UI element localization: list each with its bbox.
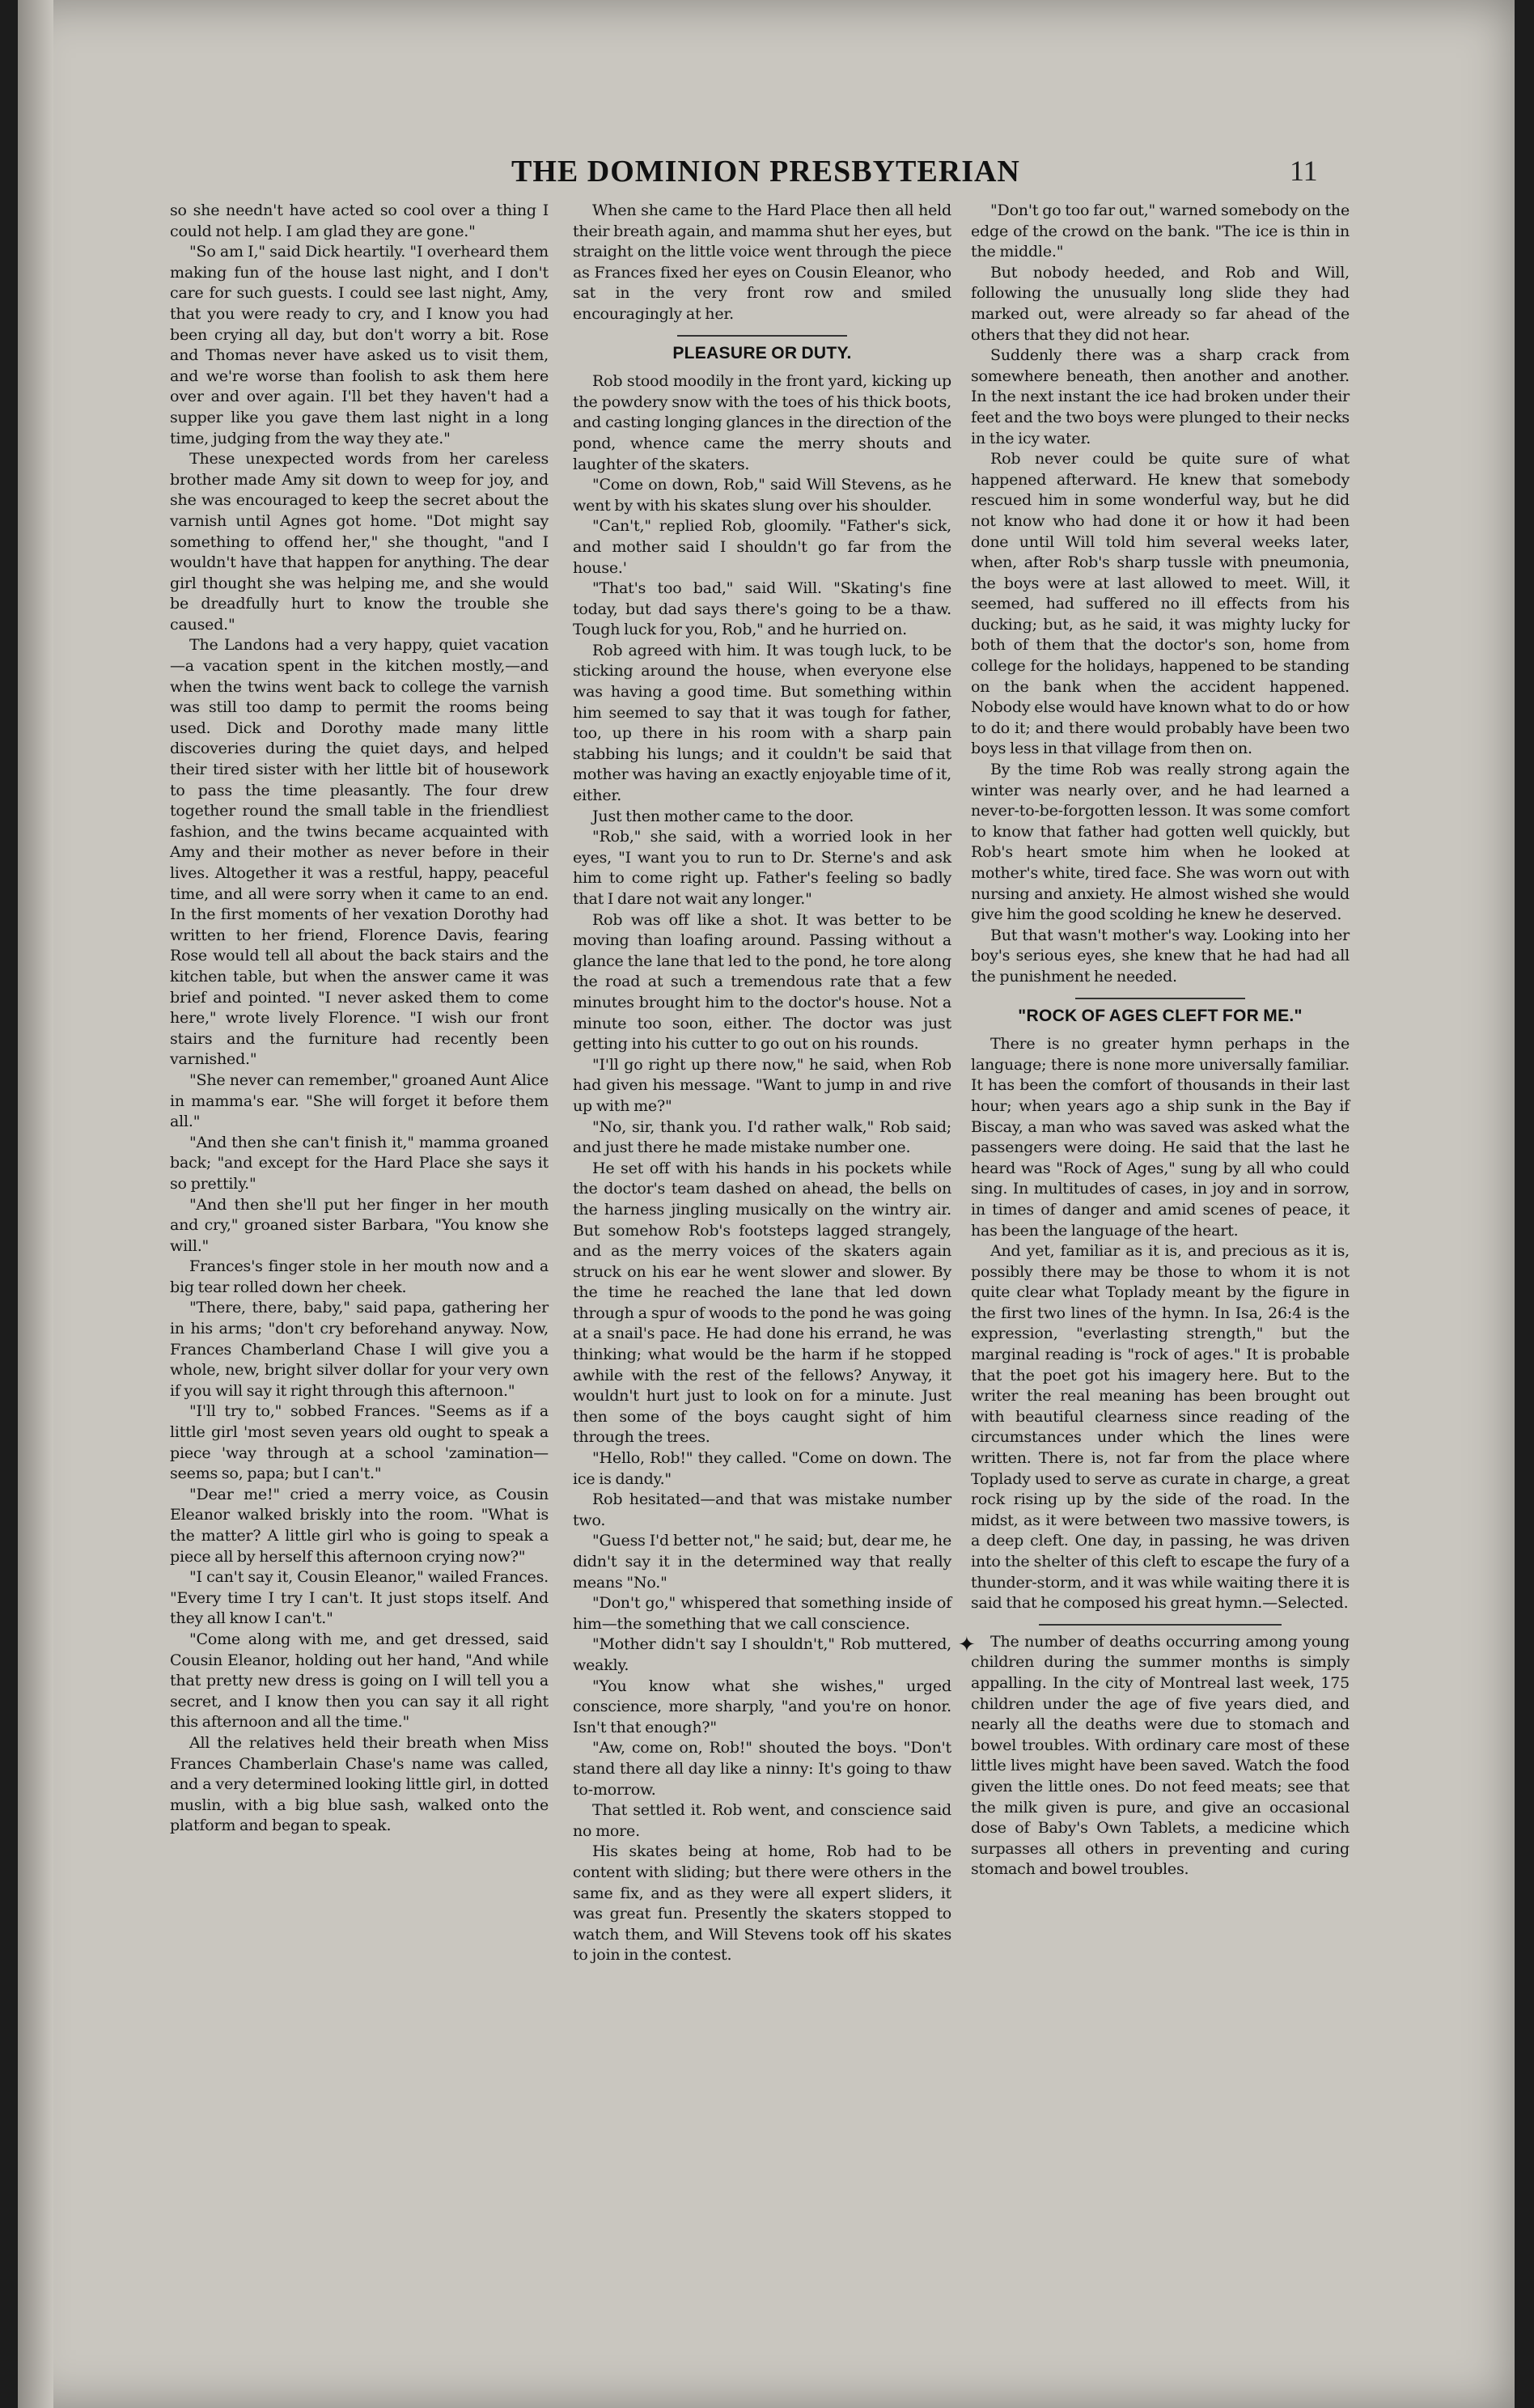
article-paragraph: "Can't," replied Rob, gloomily. "Father's sick, and mother said I shouldn't go far from the house.'	[573, 517, 951, 577]
article-paragraph: Suddenly there was a sharp crack from somewhere beneath, then another and another. In the next instant the ice had broken under their feet and the two boys were plunged to their necks in the icy water.	[971, 346, 1350, 447]
article-paragraph: "And then she'll put her finger in her mouth and cry," groaned sister Barbara, "You know she will."	[170, 1195, 549, 1255]
article-paragraph: so she needn't have acted so cool over a thing I could not help. I am glad they are gone."	[170, 201, 549, 240]
newspaper-page	[18, 0, 1515, 2408]
article-paragraph: And yet, familiar as it is, and precious as it is, possibly there may be those to whom it is not quite clear what Toplady meant by the figure in the first two lines of the hymn. In Isa, 26:4 is the expression, "everlasting strength," but the marginal reading is "rock of ages." It is probable that the poet got his imagery here. But to the writer the real meaning has been brought out with beautiful clearness since reading of the circumstances under which the lines were written. There is, not far from the place where Toplady used to serve as curate in charge, a great rock rising up by the side of the road. In the midst, as it were between two massive towers, is a deep cleft. One day, in passing, he was driven into the shelter of this cleft to escape the fury of a thunder-storm, and it was while waiting there it is said that he composed his great hymn.—Selected.	[971, 1242, 1350, 1613]
article-paragraph: "No, sir, thank you. I'd rather walk," Rob said; and just there he made mistake number one.	[573, 1117, 951, 1157]
article-paragraph: Rob never could be quite sure of what happened afterward. He knew that somebody rescued him in some wonderful way, but he did not know who had done it or how it had been done until Will told him several weeks later, when, after Rob's sharp tussle with pneumonia, the boys were at last allowed to meet. Will, it seemed, had suffered no ill effects from his ducking; but, as he said, it was mighty lucky for both of them that the doctor's son, home from college for the holidays, happened to be standing on the bank when the accident happened. Nobody else would have known what to do or how to do it; and there would probably have been two boys less in that village from then on.	[971, 450, 1350, 758]
article-paragraph: "I'll go right up there now," he said, when Rob had given his message. "Want to jump in and rive up with me?"	[573, 1055, 951, 1115]
masthead-title: THE DOMINION PRESBYTERIAN	[511, 155, 1020, 189]
article-paragraph: Just then mother came to the door.	[592, 807, 854, 825]
article-paragraph: "Don't go too far out," warned somebody on the edge of the crowd on the bank. "The ice is thin in the middle."	[971, 201, 1350, 261]
article-paragraph: But that wasn't mother's way. Looking into her boy's serious eyes, she knew that he had had all the punishment he needed.	[971, 926, 1350, 986]
article-paragraph: All the relatives held their breath when Miss Frances Chamberlain Chase's name was called, and a very determined looking little girl, in dotted muslin, with a big blue sash, walked onto the platform and began to speak.	[170, 1733, 549, 1835]
article-paragraph: "And then she can't finish it," mamma groaned back; "and except for the Hard Place she says it so prettily."	[170, 1133, 549, 1193]
article-paragraph: "Don't go," whispered that something inside of him—the something that we call conscience.	[573, 1594, 951, 1633]
article-paragraph: "That's too bad," said Will. "Skating's fine today, but dad says there's going to be a thaw. Tough luck for you, Rob," and he hurried on.	[573, 579, 951, 639]
article-paragraph: "Hello, Rob!" they called. "Come on down. The ice is dandy."	[573, 1449, 951, 1488]
column-3	[971, 201, 1350, 1880]
article-paragraph: He set off with his hands in his pockets while the doctor's team dashed on ahead, the bells on the harness jingling musically on the wintry air. But somehow Rob's footsteps lagged strangely, and as the merry voices of the skaters again struck on his ear he went slower and slower. By the time he reached the lane that led down through a spur of woods to the pond he was going at a snail's pace. He had done his errand, he was thinking; what would be the harm if he stopped awhile with the rest of the fellows? Anyway, it wouldn't hurt just to look on for a minute. Just then some of the boys caught sight of him through the trees.	[573, 1159, 951, 1447]
article-paragraph: But nobody heeded, and Rob and Will, following the unusually long slide they had marked out, were already so far ahead of the others that they did not hear.	[971, 263, 1350, 344]
section-divider	[1039, 1624, 1282, 1626]
article-paragraph: The Landons had a very happy, quiet vacation—a vacation spent in the kitchen mostly,—and when the twins went back to college the varnish was still too damp to permit the rooms being used. Dick and Dorothy made many little discoveries during the quiet days, and helped their tired sister with her little bit of housework to pass the time pleasantly. The four drew together round the small table in the friendliest fashion, and the twins became acquainted with Amy and their mother as never before in their lives. Altogether it was a restful, happy, peaceful time, and all were sorry when it came to an end. In the first moments of her vexation Dorothy had written to her friend, Florence Davis, fearing Rose would tell all about the back stairs and the kitchen table, but when the answer came it was brief and pointed. "I never asked them to come here," wrote lively Florence. "I wish our front stairs and the furniture had recently been varnished."	[170, 636, 549, 1069]
article-paragraph: "Aw, come on, Rob!" shouted the boys. "Don't stand there all day like a ninny: It's going to thaw to-morrow.	[573, 1739, 951, 1799]
section-heading: "ROCK OF AGES CLEFT FOR ME."	[1018, 1006, 1303, 1025]
ink-blot-icon: ✦	[958, 1633, 976, 1657]
page-header	[18, 154, 1515, 194]
article-paragraph: Rob hesitated—and that was mistake number two.	[573, 1490, 951, 1529]
section-divider	[677, 335, 847, 337]
article-paragraph: "There, there, baby," said papa, gathering her in his arms; "don't cry beforehand anyway. Now, Frances Chamberland Chase I will give you a whole, new, bright silver dollar for your very own if you will say it right through this afternoon."	[170, 1299, 549, 1400]
article-paragraph: His skates being at home, Rob had to be content with sliding; but there were others in the same fix, and as they were all expert sliders, it was great fun. Presently the skaters stopped to watch them, and Will Stevens took off his skates to join in the contest.	[573, 1842, 951, 1965]
section-divider	[1075, 998, 1245, 999]
article-paragraph: Rob was off like a shot. It was better to be moving than loafing around. Passing without a glance the lane that led to the pond, he tore along the road at such a tremendous rate that a few minutes brought him to the doctor's house. Not a minute too soon, either. The doctor was just getting into his cutter to go out on his rounds.	[573, 910, 951, 1054]
article-paragraph: "Come on down, Rob," said Will Stevens, as he went by with his skates slung over his shoulder.	[573, 476, 951, 515]
article-paragraph: "I'll try to," sobbed Frances. "Seems as if a little girl 'most seven years old ought to speak a piece 'way through at a school 'zamination—seems so, papa; but I can't."	[170, 1402, 549, 1483]
article-paragraph: "Come along with me, and get dressed, said Cousin Eleanor, holding out her hand, "And while that pretty new dress is going on I will tell you a secret, and I know then you can say it all right this afternoon and all the time."	[170, 1630, 549, 1732]
column-1	[170, 201, 549, 1837]
section-heading: PLEASURE OR DUTY.	[672, 343, 852, 362]
article-paragraph: "Rob," she said, with a worried look in her eyes, "I want you to run to Dr. Sterne's and ask him to come right up. Father's feeling so badly that I dare not wait any longer."	[573, 828, 951, 908]
article-paragraph: "Mother didn't say I shouldn't," Rob muttered, weakly.	[573, 1635, 951, 1674]
article-paragraph: "I can't say it, Cousin Eleanor," wailed Frances. "Every time I try I can't. It just stops itself. And they all know I can't."	[170, 1568, 549, 1628]
article-paragraph: The number of deaths occurring among young children during the summer months is simply appalling. In the city of Montreal last week, 175 children under the age of five years died, and nearly all the deaths were due to stomach and bowel troubles. With ordinary care most of these little lives might have been saved. Watch the food given the little ones. Do not feed meats; see that the milk given is pure, and give an occasional dose of Baby's Own Tablets, a medicine which surpasses all others in preventing and curing stomach and bowel troubles.	[971, 1632, 1350, 1879]
column-2	[573, 201, 951, 1966]
article-paragraph: Rob stood moodily in the front yard, kicking up the powdery snow with the toes of his thick boots, and casting longing glances in the direction of the pond, whence came the merry shouts and laughter of the skaters.	[573, 372, 951, 473]
article-paragraph: Rob agreed with him. It was tough luck, to be sticking around the house, when everyone else was having a good time. But something within him seemed to say that it was tough for father, too, up there in his room with a sharp pain stabbing his lungs; and it couldn't be said that mother was having an exactly enjoyable time of it, either.	[573, 641, 951, 805]
article-paragraph: "She never can remember," groaned Aunt Alice in mamma's ear. "She will forget it before them all."	[170, 1070, 549, 1131]
article-paragraph: "So am I," said Dick heartily. "I overheard them making fun of the house last night, and I don't care for such guests. I could see last night, Amy, that you were ready to cry, and I know you had been crying all day, but don't worry a bit. Rose and Thomas never have asked us to visit them, and we're worse than foolish to ask them here over and over again. I'll bet they haven't had a supper like you gave them last night in a long time, judging from the way they ate."	[170, 243, 549, 447]
article-paragraph: "Guess I'd better not," he said; but, dear me, he didn't say it in the determined way that really means "No."	[573, 1532, 951, 1592]
article-paragraph: These unexpected words from her careless brother made Amy sit down to weep for joy, and she was encouraged to keep the secret about the varnish until Agnes got home. "Dot might say something to offend her," she thought, "and I wouldn't have that happen for anything. The dear girl thought she was helping me, and she would be dreadfully hurt to know the trouble she caused."	[170, 450, 549, 634]
article-paragraph: "Dear me!" cried a merry voice, as Cousin Eleanor walked briskly into the room. "What is the matter? A little girl who is going to speak a piece all by herself this afternoon crying now?"	[170, 1485, 549, 1566]
article-paragraph: Frances's finger stole in her mouth now and a big tear rolled down her cheek.	[170, 1257, 549, 1296]
article-paragraph: That settled it. Rob went, and conscience said no more.	[573, 1801, 951, 1840]
article-paragraph: When she came to the Hard Place then all held their breath again, and mamma shut her eyes, but straight on the little voice went through the piece as Frances fixed her eyes on Cousin Eleanor, who sat in the very front row and smiled encouragingly at her.	[573, 201, 951, 323]
article-paragraph: "You know what she wishes," urged conscience, more sharply, "and you're on honor. Isn't that enough?"	[573, 1677, 951, 1736]
article-paragraph: There is no greater hymn perhaps in the language; there is none more universally familiar. It has been the comfort of thousands in their last hour; when years ago a ship sunk in the Bay if Biscay, a man who was saved was asked what the passengers were doing. He said that the last he heard was "Rock of Ages," sung by all who could sing. In multitudes of cases, in joy and in sorrow, in times of danger and amid scenes of peace, it has been the language of the heart.	[971, 1035, 1350, 1240]
article-paragraph: By the time Rob was really strong again the winter was nearly over, and he had learned a never-to-be-forgotten lesson. It was some comfort to know that father had gotten well quickly, but Rob's heart smote him when he looked at mother's white, tired face. She was worn out with nursing and anxiety. He almost wished she would give him the good scolding he knew he deserved.	[971, 761, 1350, 924]
page-number: 11	[1290, 155, 1318, 187]
